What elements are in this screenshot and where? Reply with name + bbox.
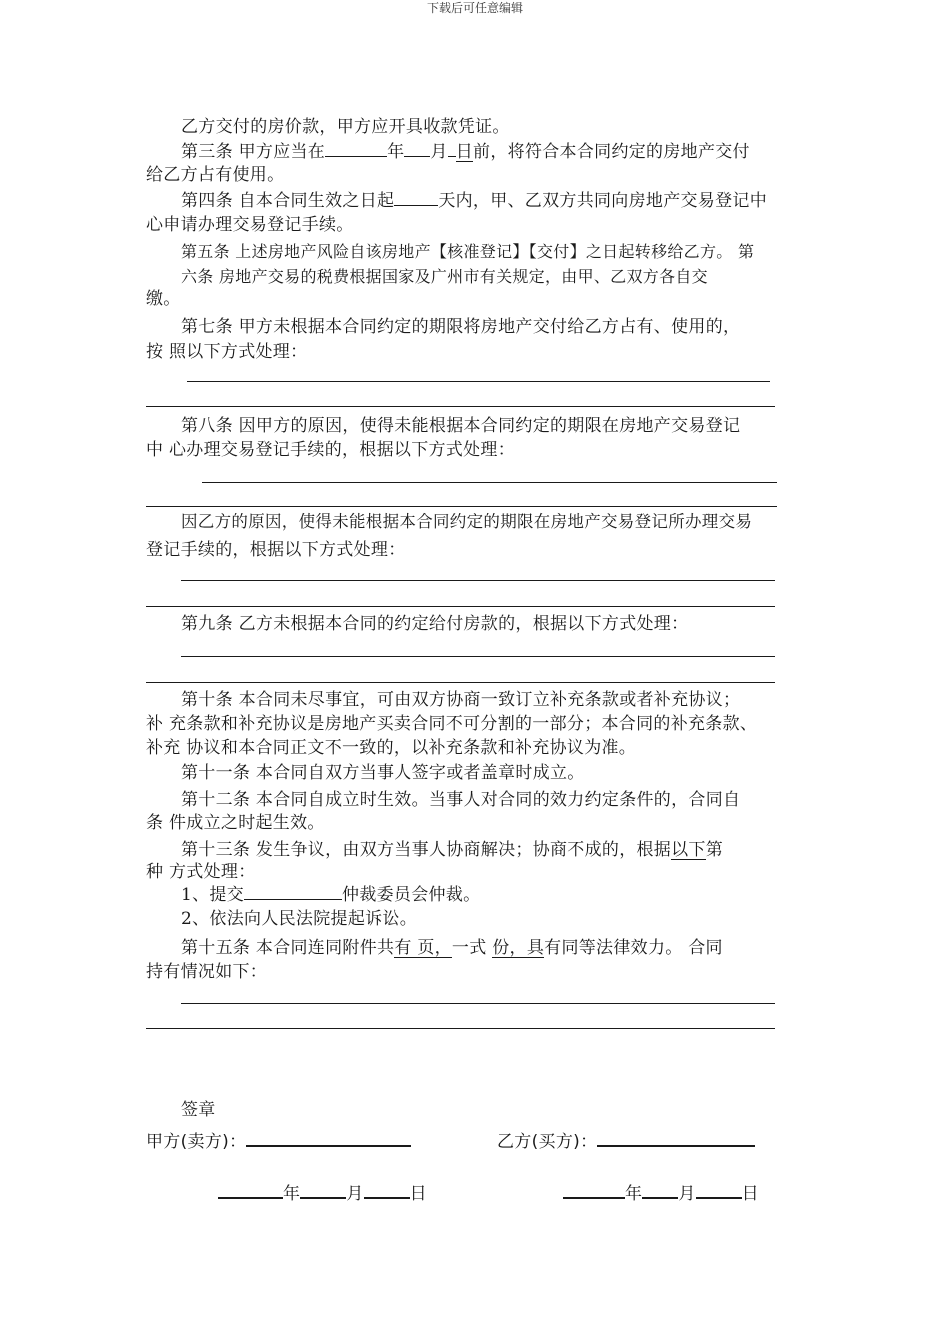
year-blank[interactable] bbox=[325, 156, 387, 157]
article-12-line-2: 条 件成立之时起生效。 bbox=[146, 813, 325, 833]
fill-in-rule[interactable] bbox=[181, 580, 775, 581]
article-5-line: 第五条 上述房地产风险自该房地产【核准登记】【交付】之日起转移给乙方。 第 bbox=[181, 242, 755, 261]
article-7-line-1: 第七条 甲方未根据本合同约定的期限将房地产交付给乙方占有、使用的， bbox=[181, 317, 741, 337]
fill-in-rule[interactable] bbox=[202, 482, 777, 483]
article-10-line-1: 第十条 本合同未尽事宜，可由双方协商一致订立补充条款或者补充协议； bbox=[181, 690, 741, 710]
article-8-line-1: 第八条 因甲方的原因，使得未能根据本合同约定的期限在房地产交易登记 bbox=[181, 416, 741, 436]
article-13-line-1: 第十三条 发生争议，由双方当事人协商解决；协商不成的，根据以下第 bbox=[181, 840, 724, 860]
option-2-line: 2、依法向人民法院提起诉讼。 bbox=[181, 909, 418, 929]
article-7-line-2: 按 照以下方式处理： bbox=[146, 342, 308, 362]
arbitration-commission-blank[interactable] bbox=[244, 899, 342, 900]
party-a-signature-blank[interactable] bbox=[246, 1145, 411, 1147]
article-3-line-2: 给乙方占有使用。 bbox=[146, 165, 285, 185]
article-9-line: 第九条 乙方未根据本合同的约定给付房款的，根据以下方式处理： bbox=[181, 614, 689, 634]
signature-title: 签章 bbox=[181, 1100, 216, 1120]
day-blank[interactable] bbox=[364, 1197, 410, 1199]
fill-in-rule[interactable] bbox=[146, 606, 775, 607]
party-b-date: 年 月 日 bbox=[563, 1183, 759, 1205]
fill-in-rule[interactable] bbox=[181, 656, 775, 657]
article-4-line-2: 心申请办理交易登记手续。 bbox=[146, 215, 354, 235]
month-blank[interactable] bbox=[404, 156, 430, 157]
article-10-line-2: 补 充条款和补充协议是房地产买卖合同不可分割的一部分；本合同的补充条款、 bbox=[146, 714, 758, 734]
party-b-signature-blank[interactable] bbox=[597, 1145, 755, 1147]
article-6-line-2: 缴。 bbox=[146, 289, 181, 309]
day-blank[interactable] bbox=[696, 1197, 742, 1199]
fill-in-rule[interactable] bbox=[146, 1028, 775, 1029]
article-4-line-1: 第四条 自本合同生效之日起 天内，甲、乙双方共同向房地产交易登记中 bbox=[181, 191, 768, 211]
day-blank[interactable] bbox=[448, 156, 456, 157]
option-1-line: 1、提交 仲裁委员会仲裁。 bbox=[181, 885, 481, 905]
fill-in-rule[interactable] bbox=[146, 682, 775, 683]
article-12-line-1: 第十二条 本合同自成立时生效。当事人对合同的效力约定条件的，合同自 bbox=[181, 790, 741, 810]
article-10-line-3: 补充 协议和本合同正文不一致的，以补充条款和补充协议为准。 bbox=[146, 738, 637, 758]
fill-in-rule[interactable] bbox=[146, 406, 775, 407]
article-8-line-2: 中 心办理交易登记手续的，根据以下方式处理： bbox=[146, 440, 516, 460]
page-header-note: 下载后可任意编辑 bbox=[426, 1, 523, 15]
month-blank[interactable] bbox=[300, 1197, 346, 1199]
year-blank[interactable] bbox=[218, 1197, 283, 1199]
article-15-line-1: 第十五条 本合同连同附件共有 页，一式 份，具有同等法律效力。 合同 bbox=[181, 938, 723, 958]
days-blank[interactable] bbox=[394, 205, 438, 206]
party-a-signature: 甲方(卖方)： bbox=[146, 1131, 411, 1153]
fill-in-rule[interactable] bbox=[181, 1003, 775, 1004]
article-15-line-2: 持有情况如下： bbox=[146, 962, 268, 982]
party-a-date: 年 月 日 bbox=[218, 1183, 427, 1205]
fill-in-rule[interactable] bbox=[146, 506, 777, 507]
article-3-line-1: 第三条 甲方应当在 年 月 日前，将符合本合同约定的房地产交付 bbox=[181, 142, 750, 162]
article-6-line-1: 六条 房地产交易的税费根据国家及广州市有关规定，由甲、乙双方各自交 bbox=[181, 267, 708, 286]
party-b-signature: 乙方(买方)： bbox=[497, 1131, 755, 1153]
article-13-line-2: 种 方式处理： bbox=[146, 862, 256, 882]
year-blank[interactable] bbox=[563, 1197, 625, 1199]
party-b-fault-line-2: 登记手续的，根据以下方式处理： bbox=[146, 540, 406, 560]
party-b-fault-line-1: 因乙方的原因，使得未能根据本合同约定的期限在房地产交易登记所办理交易 bbox=[181, 512, 753, 531]
fill-in-rule[interactable] bbox=[187, 381, 770, 382]
article-11-line: 第十一条 本合同自双方当事人签字或者盖章时成立。 bbox=[181, 763, 585, 783]
month-blank[interactable] bbox=[642, 1197, 678, 1199]
paragraph-line: 乙方交付的房价款，甲方应开具收款凭证。 bbox=[181, 117, 510, 137]
